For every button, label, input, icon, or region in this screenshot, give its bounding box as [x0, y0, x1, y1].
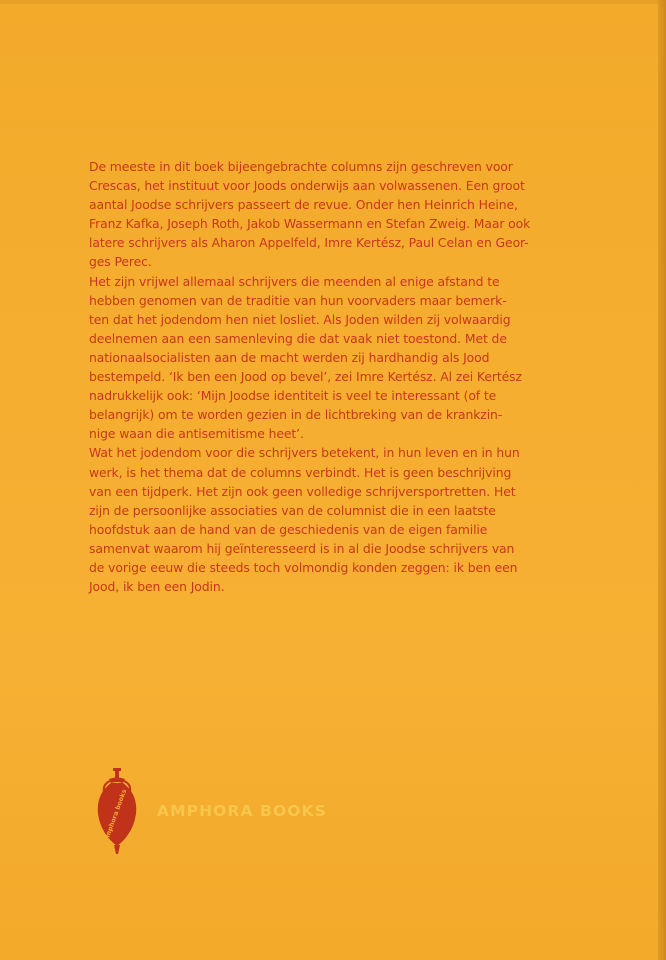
- cover-top-edge: [0, 0, 666, 4]
- blurb-text: [89, 157, 578, 596]
- blurb-paragraph-3: Wat het jodendom voor die schrijvers betekent, in hun leven en in hun werk, is het thema dat de columns verbindt. Het is geen beschrijving van een tijdperk. Het zijn ook geen volledige schrijversportretten. Het zijn de persoonlijke associaties van de columnist die in een laatste hoofdstuk aan de hand van de geschiedenis van de eigen familie samenvat waarom hij geïnteresseerd is in al die Joodse schrijvers van de vorige eeuw die steeds toch volmondig konden zeggen: ik ben een Jood, ik ben een Jodin.: [89, 445, 520, 595]
- blurb-paragraph-2: Het zijn vrijwel allemaal schrijvers die meenden al enige afstand te hebben genomen van de traditie van hun voorvaders maar bemerk- ten dat het jodendom hen niet losliet. Als Joden wilden zij volwaardig deelnemen aan een samenleving die dat vaak niet toestond. Met de nationaalsocialisten aan de macht werden zij hardhandig als Jood bestempeld. ‘Ik ben een Jood op bevel’, zei Imre Kertész. Al zei Kertész nadrukkelijk ook: ‘Mijn Joodse identiteit is veel te interessant (of te belangrijk) om te worden gezien in de lichtbreking van de krankzin- nige waan die antisemitisme heet’.: [89, 273, 522, 442]
- publisher-name: AMPHORA BOOKS: [157, 802, 327, 820]
- amphora-icon: [92, 766, 142, 856]
- cover-spine-edge: [658, 0, 666, 960]
- amphora-logo-text: amphora books: [102, 788, 129, 843]
- blurb-paragraph-1: De meeste in dit boek bijeengebrachte columns zijn geschreven voor Crescas, het instituut voor Joods onderwijs aan volwassenen. Een groot aantal Joodse schrijvers passeert de revue. Onder hen Heinrich Heine, Franz Kafka, Joseph Roth, Jakob Wassermann en Stefan Zweig. Maar ook latere schrijvers als Aharon Appelfeld, Imre Kertész, Paul Celan en Geor- ges Perec.: [89, 159, 531, 270]
- publisher-imprint: [92, 766, 392, 856]
